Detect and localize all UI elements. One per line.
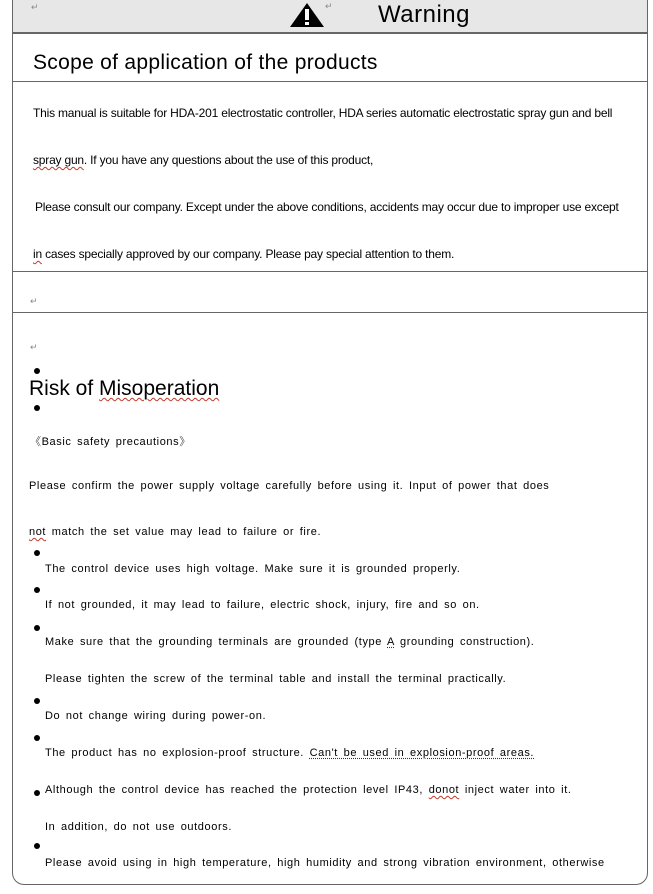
paragraph-mark-icon: ↵ [30,296,38,306]
risk-line-9: Although the control device has reached the protection level IP43, donot inject water into it. [45,784,572,796]
scope-line-4: in cases specially approved by our company. Please pay special attention to them. [33,247,455,261]
divider [12,81,648,82]
risk-line-6: Please tighten the screw of the terminal table and install the terminal practically. [45,673,507,685]
bullet-icon [34,625,40,631]
risk-line-7: Do not change wiring during power-on. [45,710,267,722]
bullet-icon [34,587,40,593]
risk-line-4: If not grounded, it may lead to failure, electric shock, injury, fire and so on. [45,599,480,611]
risk-line-1: Please confirm the power supply voltage carefully before using it. Input of power that does [29,480,550,492]
risk-line-8: The product has no explosion-proof structure. Can't be used in explosion-proof areas. [45,747,535,759]
warning-triangle-icon [289,2,325,28]
scope-line-3: Please consult our company. Except under the above conditions, accidents may occur due to improper use except [35,200,619,214]
paragraph-mark-icon: ↵ [325,1,333,11]
paragraph-mark-icon: ↵ [30,342,38,352]
bullet-icon [34,843,40,849]
divider [12,271,648,272]
paragraph-mark-icon: ↵ [31,2,39,12]
risk-line-3: The control device uses high voltage. Make sure it is grounded properly. [45,563,461,575]
risk-line-11: Please avoid using in high temperature, high humidity and strong vibration environment, otherwise [45,857,605,869]
risk-line-5: Make sure that the grounding terminals are grounded (type A grounding construction). [45,636,535,648]
scope-line-2: spray gun. If you have any questions about the use of this product, [33,153,374,167]
section-title-risk: Risk of Misoperation [29,377,220,400]
divider [12,33,648,34]
divider [12,312,648,313]
bullet-icon [34,550,40,556]
risk-line-10: In addition, do not use outdoors. [45,821,232,833]
safety-subtitle: 《Basic safety precautions》 [30,436,191,448]
risk-line-2: not match the set value may lead to failure or fire. [29,526,322,538]
bullet-icon [34,735,40,741]
bullet-icon [34,368,40,374]
scope-line-1: This manual is suitable for HDA-201 electrostatic controller, HDA series automatic electrostatic spray gun and bell [33,106,613,120]
bullet-icon [34,405,40,411]
section-title-scope: Scope of application of the products [33,51,378,74]
bullet-icon [34,790,40,796]
bullet-icon [34,698,40,704]
page-title: Warning [378,1,470,28]
